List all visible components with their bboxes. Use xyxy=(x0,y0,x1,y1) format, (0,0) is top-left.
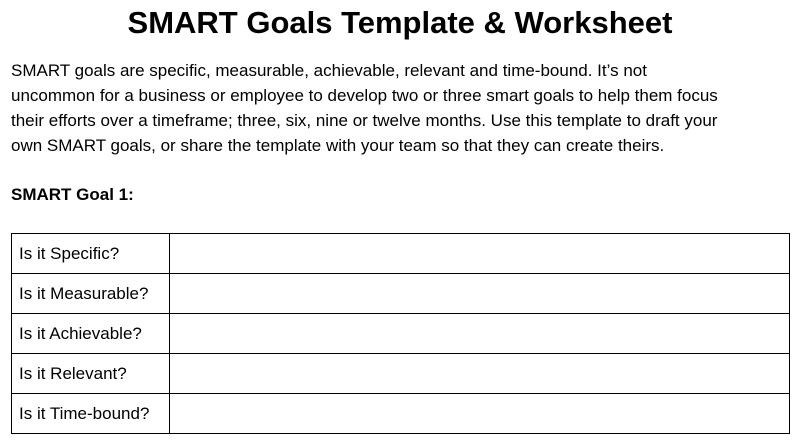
answer-specific-cell[interactable] xyxy=(170,234,790,274)
intro-line: uncommon for a business or employee to develop two or three smart goals to help them focus xyxy=(11,86,718,105)
page-title: SMART Goals Template & Worksheet xyxy=(127,5,673,40)
answer-achievable-cell[interactable] xyxy=(170,314,790,354)
question-achievable: Is it Achievable? xyxy=(12,314,170,354)
table-row xyxy=(12,234,790,274)
question-relevant: Is it Relevant? xyxy=(12,354,170,394)
intro-line: SMART goals are specific, measurable, achievable, relevant and time-bound. It’s not xyxy=(11,61,647,80)
question-time-bound: Is it Time-bound? xyxy=(12,394,170,434)
answer-relevant-cell[interactable] xyxy=(170,354,790,394)
question-measurable: Is it Measurable? xyxy=(12,274,170,314)
goal-heading: SMART Goal 1: xyxy=(11,185,134,204)
intro-paragraph xyxy=(11,58,789,158)
question-specific: Is it Specific? xyxy=(12,234,170,274)
answer-time-bound-cell[interactable] xyxy=(170,394,790,434)
table-row xyxy=(12,274,790,314)
table-row xyxy=(12,314,790,354)
table-row xyxy=(12,354,790,394)
smart-goal-table xyxy=(11,233,790,434)
table-row xyxy=(12,394,790,434)
intro-line: own SMART goals, or share the template with your team so that they can create theirs. xyxy=(11,136,665,155)
answer-measurable-cell[interactable] xyxy=(170,274,790,314)
intro-line: their efforts over a timeframe; three, six, nine or twelve months. Use this template to draft your xyxy=(11,111,718,130)
